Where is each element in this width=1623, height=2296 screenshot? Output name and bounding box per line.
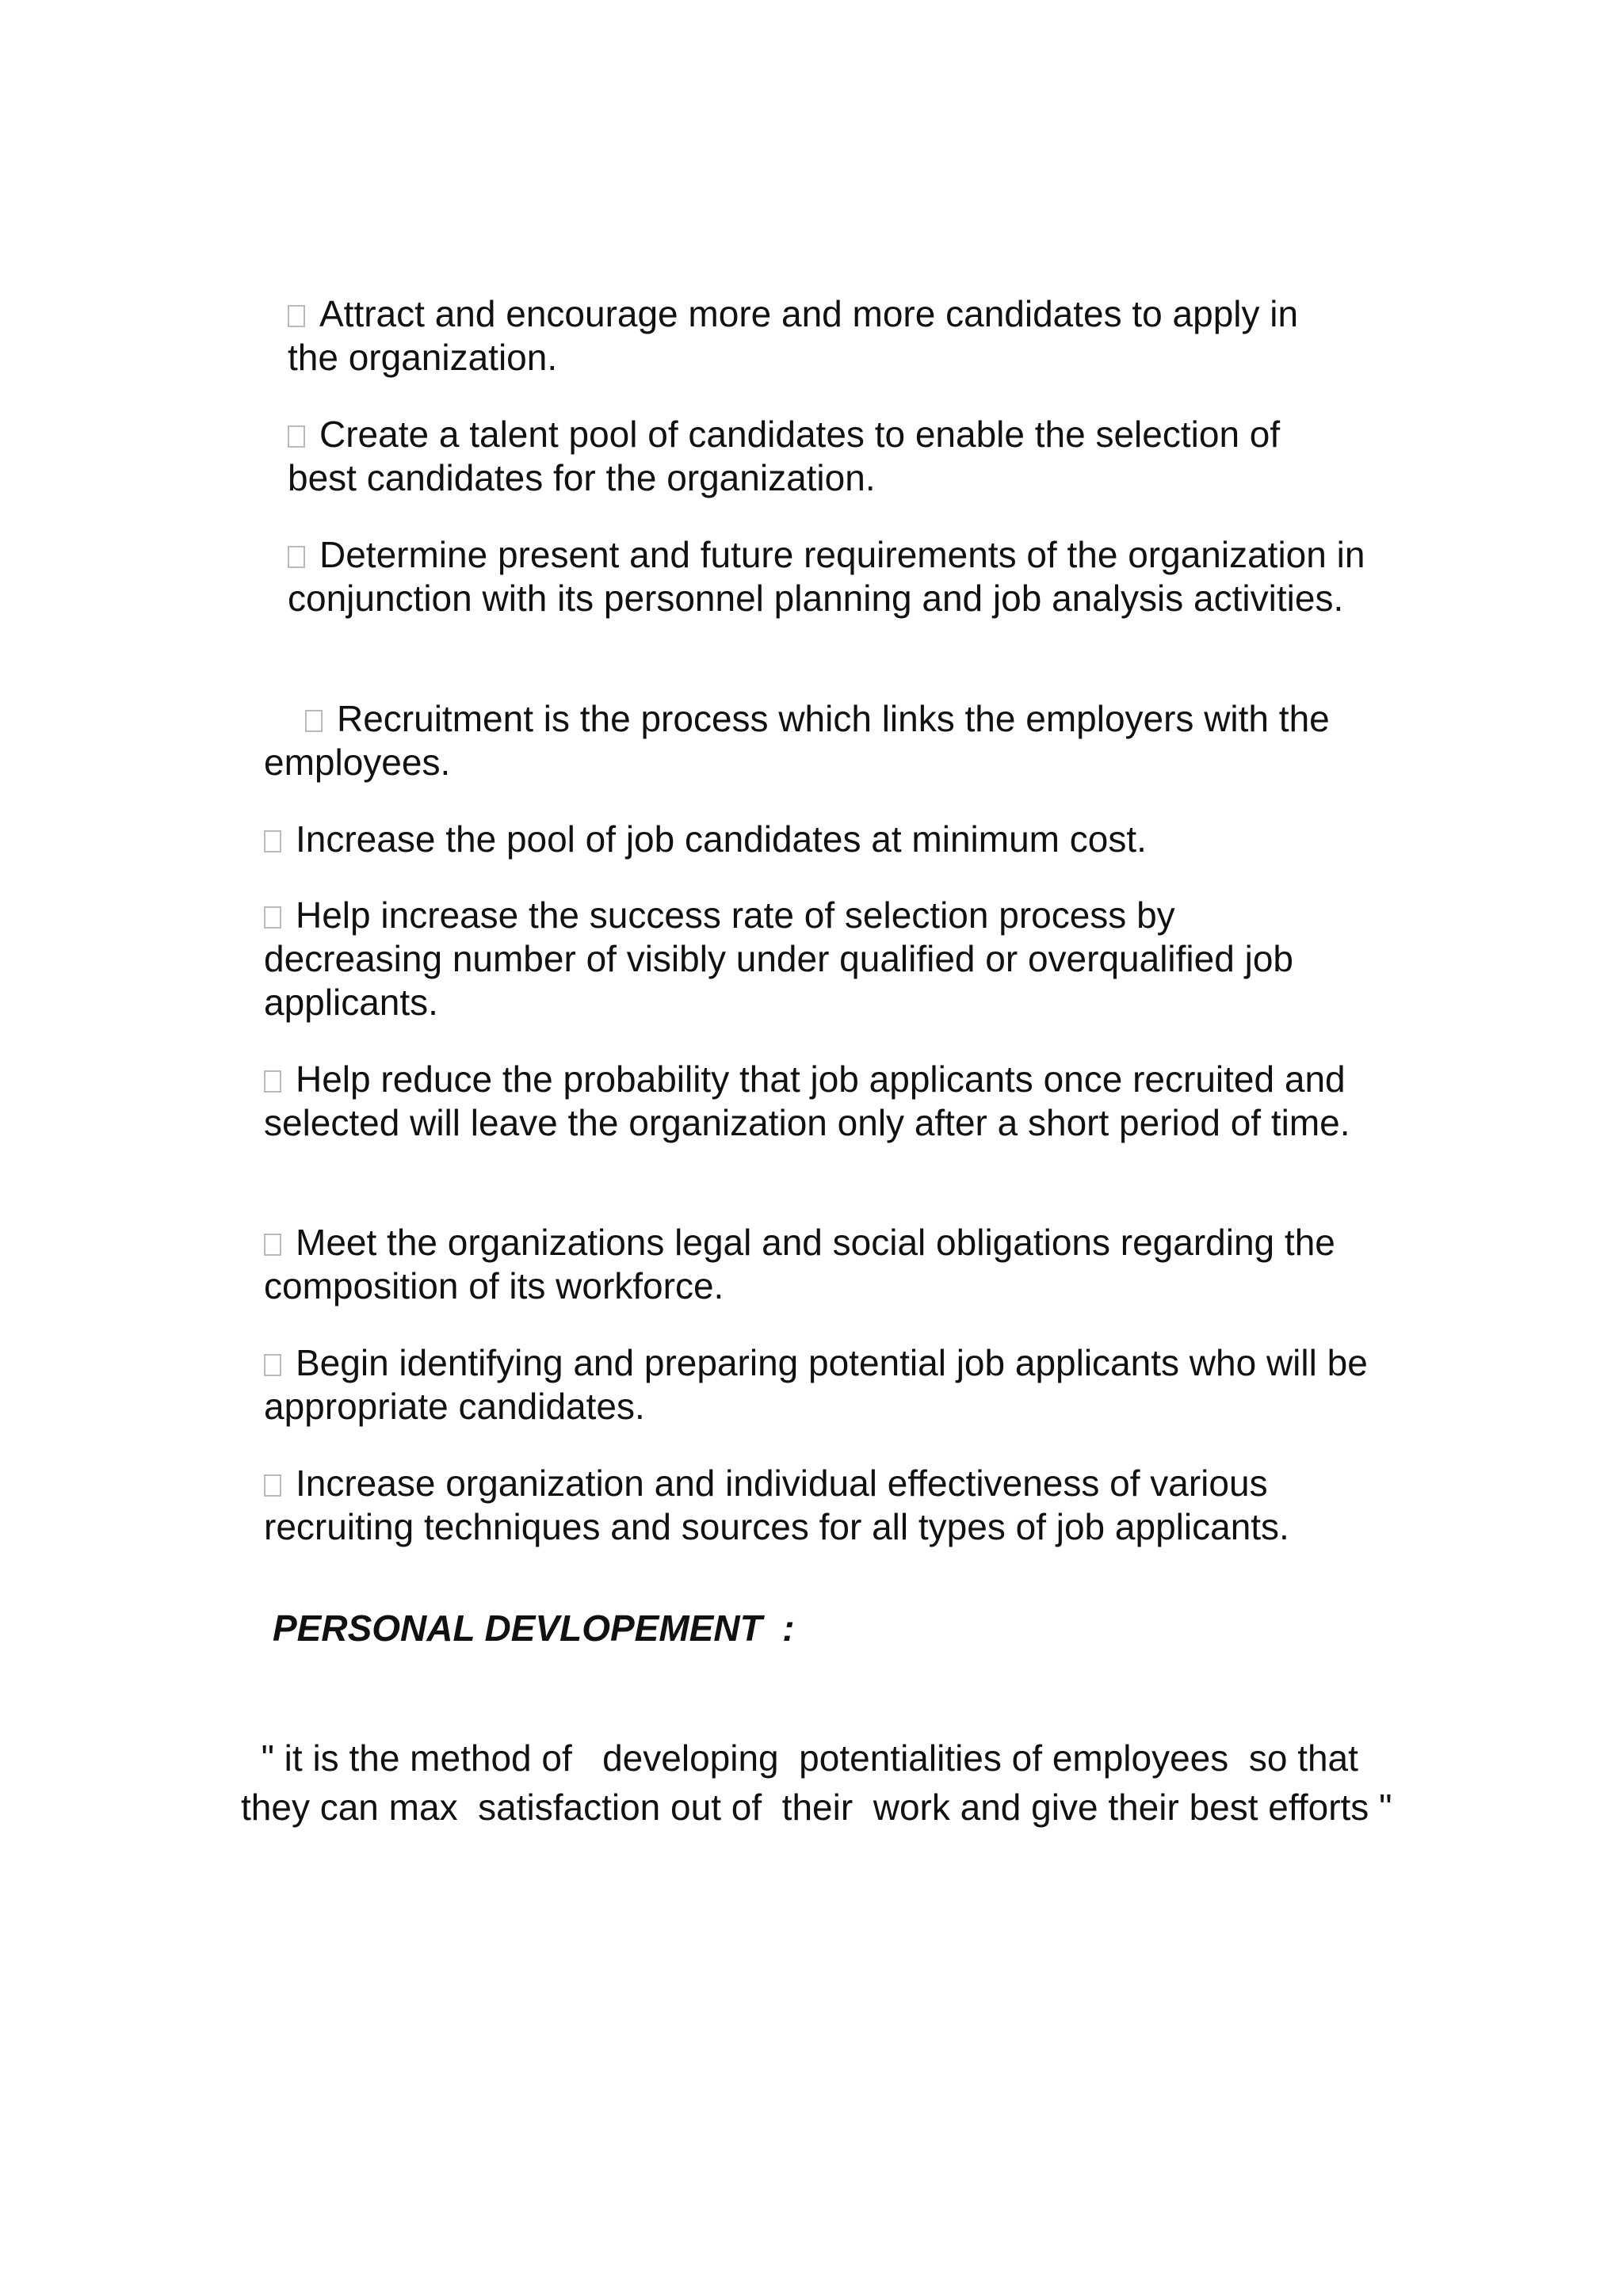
bullet-text: Increase organization and individual effectiveness of various recruiting techniques and sources for all types of job applicants. bbox=[264, 1463, 1289, 1547]
bullet-text: Increase the pool of job candidates at minimum cost. bbox=[296, 818, 1147, 860]
missing-glyph-icon bbox=[264, 1234, 281, 1256]
bullet-item bbox=[264, 894, 1350, 1024]
section-heading: PERSONAL DEVLOPEMENT : bbox=[273, 1608, 795, 1649]
bullet-item bbox=[264, 818, 1373, 861]
bullet-text: Meet the organizations legal and social obligations regarding the composition of its workforce. bbox=[264, 1222, 1335, 1306]
missing-glyph-icon bbox=[264, 906, 281, 929]
definition-quote: " it is the method of developing potentialities of employees so that they can max satisfaction out of their work and give their best efforts " bbox=[241, 1737, 1392, 1828]
bullet-item bbox=[264, 697, 1373, 784]
bullet-text: Begin identifying and preparing potential job applicants who will be appropriate candidates. bbox=[264, 1342, 1368, 1427]
bullet-text: Recruitment is the process which links the employers with the employees. bbox=[264, 698, 1330, 783]
bullet-text: Determine present and future requirements of the organization in conjunction with its personnel planning and job analysis activities. bbox=[288, 534, 1365, 619]
missing-glyph-icon bbox=[305, 710, 323, 732]
bullet-item bbox=[264, 1221, 1389, 1308]
bullet-text: Attract and encourage more and more candidates to apply in the organization. bbox=[288, 293, 1299, 378]
missing-glyph-icon bbox=[264, 1354, 281, 1376]
bullet-text: Help increase the success rate of selection process by decreasing number of visibly under qualified or overqualified job applicants. bbox=[264, 894, 1293, 1023]
bullet-item bbox=[288, 533, 1373, 620]
bullet-text: Help reduce the probability that job applicants once recruited and selected will leave the organization only after a short period of time. bbox=[264, 1058, 1350, 1143]
bullet-item bbox=[288, 292, 1358, 379]
bullet-item bbox=[264, 1341, 1381, 1428]
bullet-item bbox=[264, 1058, 1373, 1145]
missing-glyph-icon bbox=[264, 830, 281, 852]
missing-glyph-icon bbox=[264, 1474, 281, 1497]
missing-glyph-icon bbox=[288, 305, 305, 327]
bullet-item bbox=[264, 1462, 1381, 1549]
bullet-item bbox=[288, 413, 1358, 500]
missing-glyph-icon bbox=[288, 425, 305, 448]
missing-glyph-icon bbox=[288, 546, 305, 568]
bullet-text: Create a talent pool of candidates to enable the selection of best candidates for the organization. bbox=[288, 414, 1281, 498]
missing-glyph-icon bbox=[264, 1070, 281, 1093]
